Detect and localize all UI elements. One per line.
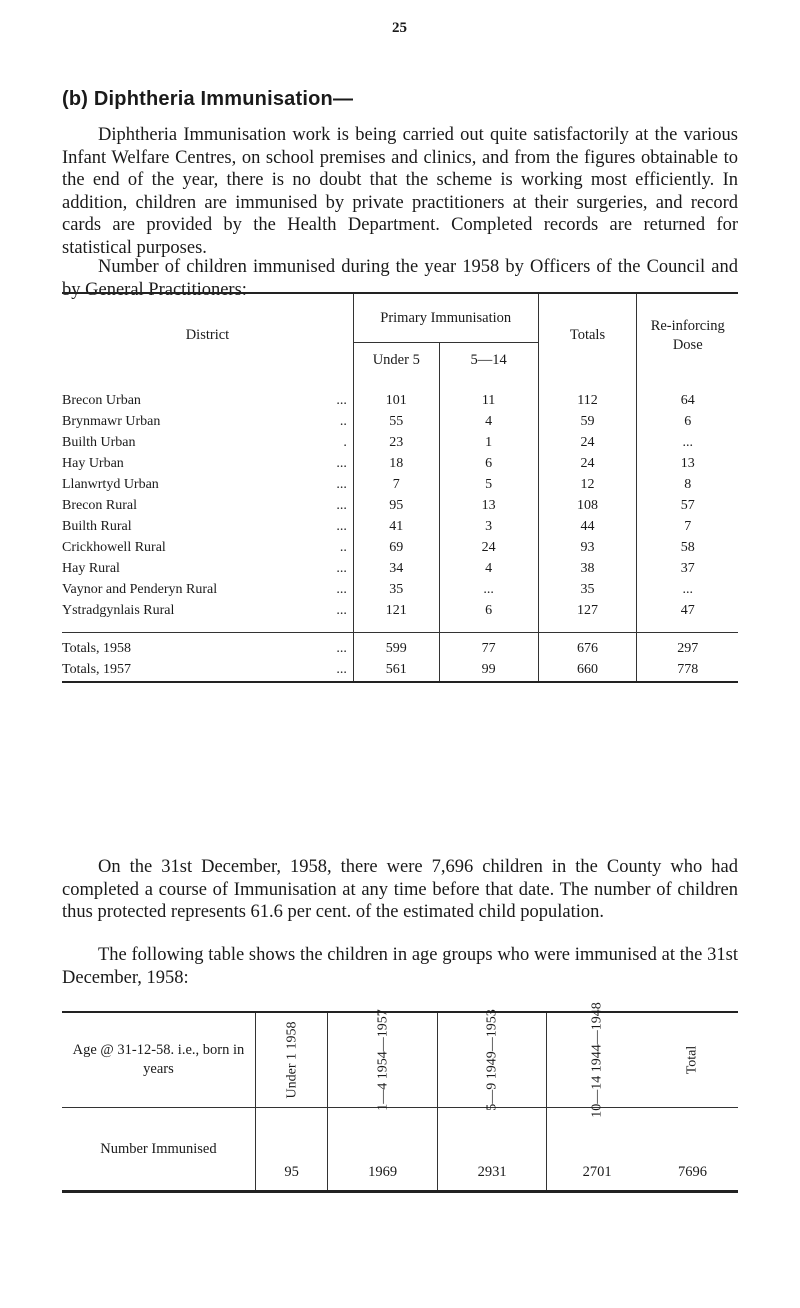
age5-14-cell: 4 [439,558,538,579]
totals-cell: 44 [538,516,637,537]
age-col-header: Total [684,1045,700,1075]
age-col-header: 5—9 1949—1953 [437,1012,546,1108]
district-name: Brecon Urban [62,393,141,408]
under5-cell: 23 [353,432,439,453]
totals-cell: 38 [538,558,637,579]
district-cell [62,558,353,579]
age5-14-cell: 24 [439,537,538,558]
leader-dots: . [343,435,347,450]
reinforcing-cell: 297 [637,633,738,660]
table-row [62,659,738,682]
age5-14-cell: 6 [439,453,538,474]
paragraph-intro: Diphtheria Immunisation work is being carried out quite satisfactorily at the various Infant Welfare Centres, on school premises and clinics, and from the figures obtainable to the end of the year, there is no doubt that the scheme is working most efficiently. In addition, children are immunised by private practitioners at their surgeries, and record cards are provided by the Health Department. Completed records are returned for statistical purposes. [62,125,738,258]
table-row [62,453,738,474]
district-cell [62,495,353,516]
age5-14-cell: 1 [439,432,538,453]
leader-dots: .. [339,540,347,555]
leader-dots: ... [336,561,347,576]
district-cell [62,377,353,411]
under5-cell: 561 [353,659,439,682]
reinforcing-cell: ... [637,579,738,600]
totals-cell: 24 [538,453,637,474]
under5-cell: 34 [353,558,439,579]
leader-dots: ... [336,603,347,618]
totals-cell: 24 [538,432,637,453]
under5-cell: 35 [353,579,439,600]
reinforcing-cell: 6 [637,411,738,432]
reinforcing-cell: 7 [637,516,738,537]
totals-cell: 127 [538,600,637,633]
table-row [62,579,738,600]
section-heading: (b) Diphtheria Immunisation— [62,88,354,110]
district-cell [62,633,353,660]
under5-cell: 69 [353,537,439,558]
age5-14-cell: ... [439,579,538,600]
under5-cell: 95 [353,495,439,516]
under5-cell: 41 [353,516,439,537]
table-row [62,537,738,558]
district-name: Builth Rural [62,519,132,534]
age-col-header: 10—14 1944—1948 [547,1012,647,1108]
header-primary-immunisation: Primary Immunisation [353,293,538,343]
table-row [62,474,738,495]
reinforcing-cell: 37 [637,558,738,579]
reinforcing-cell: 8 [637,474,738,495]
reinforcing-cell: 58 [637,537,738,558]
age-col-header: Under 1 1958 [255,1012,328,1108]
age5-14-cell: 3 [439,516,538,537]
leader-dots: ... [336,519,347,534]
age-col-value: 2931 [437,1108,546,1192]
district-cell [62,537,353,558]
district-name: Brynmawr Urban [62,414,161,429]
reinforcing-cell: 47 [637,600,738,633]
table-row [62,516,738,537]
district-name: Brecon Rural [62,498,138,513]
leader-dots: ... [336,498,347,513]
district-name: Builth Urban [62,435,136,450]
table-row [62,633,738,660]
totals-cell: 108 [538,495,637,516]
district-cell [62,432,353,453]
district-name: Hay Rural [62,561,120,576]
district-cell [62,453,353,474]
age5-14-cell: 13 [439,495,538,516]
paragraph-county-total: On the 31st December, 1958, there were 7,696 children in the County who had completed a course of Immunisation at any time before that date. The number of children thus protected represents 61.6 per cent. of the estimated child population. [62,857,738,922]
age5-14-cell: 99 [439,659,538,682]
age5-14-cell: 6 [439,600,538,633]
paragraph-table-intro: Number of children immunised during the year 1958 by Officers of the Council and by General Practitioners: [62,257,738,300]
table-row [62,432,738,453]
district-immunisation-table [62,292,738,683]
header-under-5: Under 5 [353,343,439,378]
under5-cell: 599 [353,633,439,660]
table-row [62,377,738,411]
leader-dots: ... [336,477,347,492]
age-col-value: 1969 [328,1108,437,1192]
leader-dots: ... [336,641,347,656]
reinforcing-cell: ... [637,432,738,453]
totals-cell: 12 [538,474,637,495]
totals-cell: 112 [538,377,637,411]
district-name: Ystradgynlais Rural [62,603,175,618]
age-col-value: 7696 [647,1108,738,1192]
age5-14-cell: 5 [439,474,538,495]
district-name: Llanwrtyd Urban [62,477,159,492]
leader-dots: ... [336,582,347,597]
age-col-value: 2701 [547,1108,647,1192]
district-name: Totals, 1957 [62,662,132,677]
district-cell [62,474,353,495]
under5-cell: 7 [353,474,439,495]
district-cell [62,579,353,600]
totals-cell: 660 [538,659,637,682]
district-cell [62,516,353,537]
header-reinforcing-dose: Re-inforcing Dose [637,293,738,377]
leader-dots: ... [336,662,347,677]
under5-cell: 55 [353,411,439,432]
totals-cell: 59 [538,411,637,432]
leader-dots: .. [339,414,347,429]
header-age-5-14: 5—14 [439,343,538,378]
table-row [62,558,738,579]
reinforcing-cell: 13 [637,453,738,474]
leader-dots: ... [336,456,347,471]
header-district: District [185,327,230,343]
paragraph-age-table-intro: The following table shows the children in age groups who were immunised at the 31st December, 1958: [62,945,738,988]
page-number: 25 [392,20,407,36]
age5-14-cell: 77 [439,633,538,660]
district-rows [62,377,738,682]
age-col-value: 95 [255,1108,328,1192]
header-totals: Totals [538,293,637,377]
table-row [62,495,738,516]
district-name: Crickhowell Rural [62,540,166,555]
district-name: Hay Urban [62,456,124,471]
age-row-label: Age @ 31-12-58. i.e., born in years [72,1042,245,1077]
totals-cell: 93 [538,537,637,558]
age5-14-cell: 11 [439,377,538,411]
district-cell [62,411,353,432]
reinforcing-cell: 57 [637,495,738,516]
under5-cell: 101 [353,377,439,411]
totals-cell: 35 [538,579,637,600]
leader-dots: ... [336,393,347,408]
age5-14-cell: 4 [439,411,538,432]
district-name: Vaynor and Penderyn Rural [62,582,218,597]
district-name: Totals, 1958 [62,641,132,656]
reinforcing-cell: 64 [637,377,738,411]
under5-cell: 18 [353,453,439,474]
totals-cell: 676 [538,633,637,660]
age-group-table [62,1002,738,1193]
table-row [62,600,738,633]
age-col-header: 1—4 1954—1957 [328,1012,437,1108]
table-row [62,411,738,432]
under5-cell: 121 [353,600,439,633]
reinforcing-cell: 778 [637,659,738,682]
district-cell [62,600,353,633]
value-row-label: Number Immunised [62,1108,255,1192]
district-cell [62,659,353,682]
